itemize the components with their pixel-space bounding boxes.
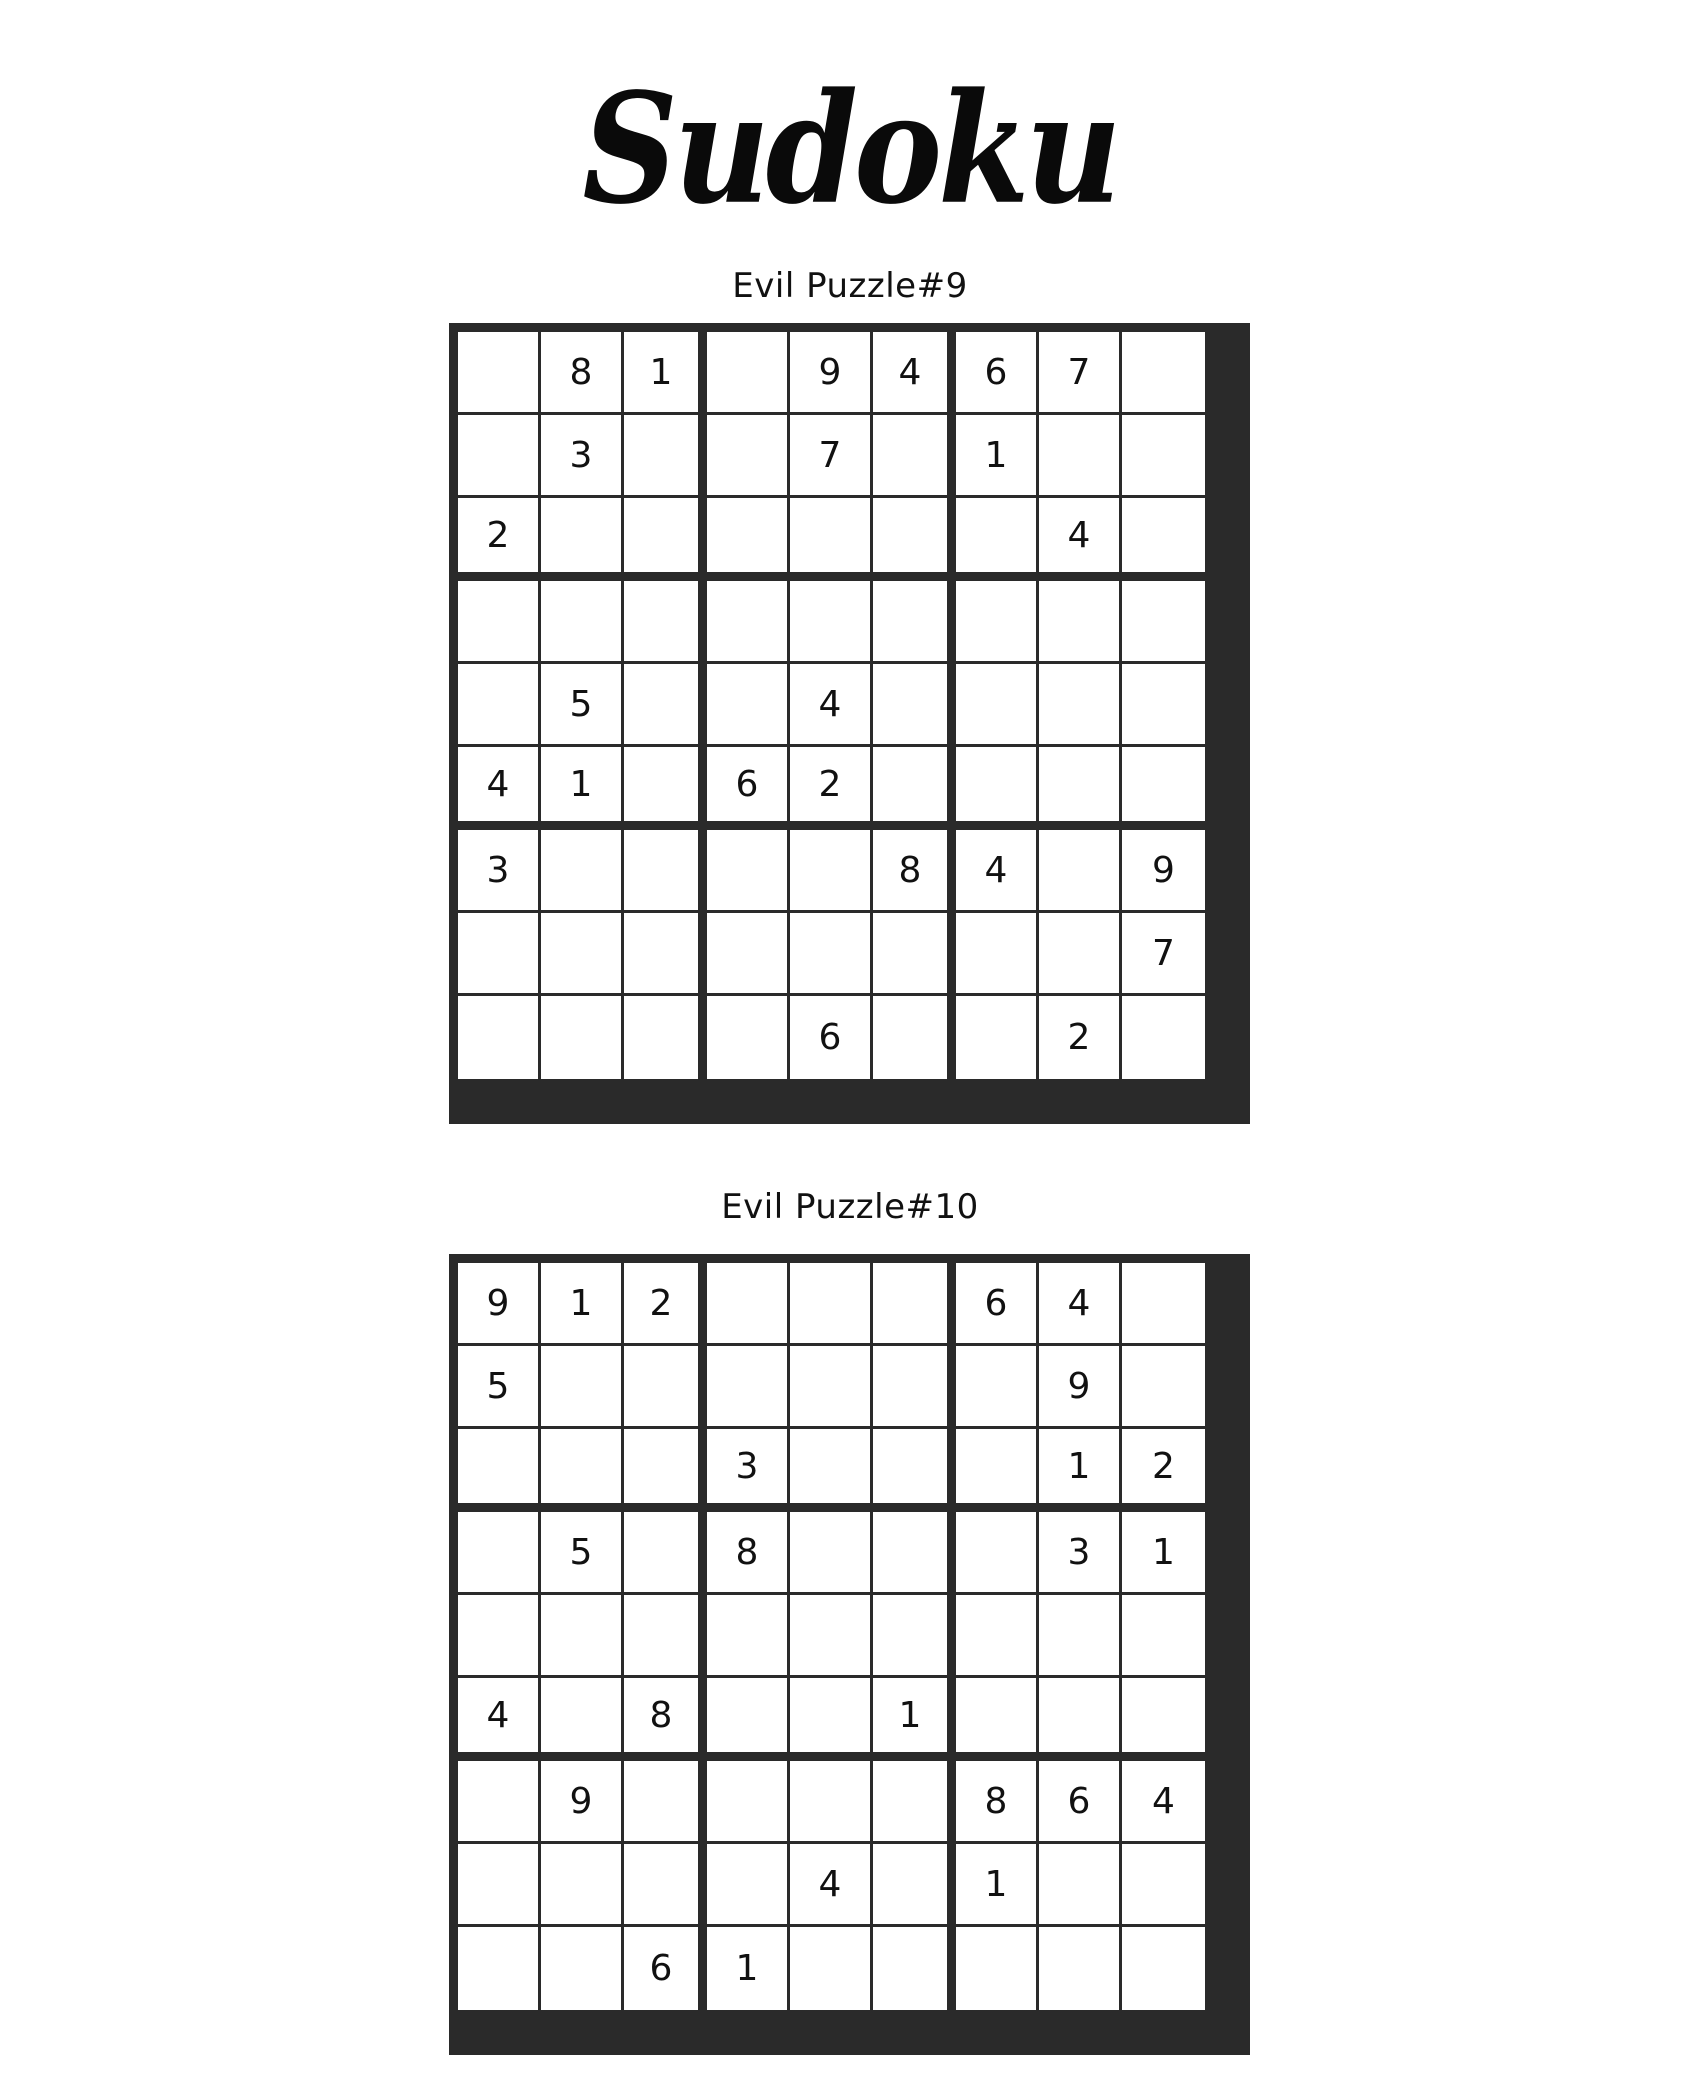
sudoku-cell-r4-c9[interactable]: 1 <box>1122 1512 1205 1592</box>
sudoku-cell-r9-c1[interactable] <box>458 1927 538 2010</box>
sudoku-cell-r8-c5[interactable] <box>790 913 870 993</box>
sudoku-cell-r2-c4[interactable] <box>707 1346 787 1426</box>
sudoku-cell-r4-c6[interactable] <box>873 1512 947 1592</box>
sudoku-cell-r7-c8[interactable]: 6 <box>1039 1761 1119 1841</box>
sudoku-cell-r8-c7[interactable]: 1 <box>956 1844 1036 1924</box>
sudoku-cell-r9-c6[interactable] <box>873 1927 947 2010</box>
sudoku-cell-r8-c5[interactable]: 4 <box>790 1844 870 1924</box>
sudoku-cell-r9-c5[interactable]: 6 <box>790 996 870 1079</box>
sudoku-cell-r5-c6[interactable] <box>873 664 947 744</box>
sudoku-cell-r3-c7[interactable] <box>956 498 1036 572</box>
sudoku-cell-r4-c5[interactable] <box>790 1512 870 1592</box>
sudoku-cell-r3-c9[interactable]: 2 <box>1122 1429 1205 1503</box>
sudoku-cell-r1-c9[interactable] <box>1122 332 1205 412</box>
sudoku-cell-r2-c4[interactable] <box>707 415 787 495</box>
sudoku-cell-r9-c9[interactable] <box>1122 1927 1205 2010</box>
sudoku-cell-r9-c8[interactable] <box>1039 1927 1119 2010</box>
sudoku-cell-r3-c2[interactable] <box>541 498 621 572</box>
sudoku-cell-r8-c3[interactable] <box>624 1844 698 1924</box>
sudoku-cell-r4-c8[interactable]: 3 <box>1039 1512 1119 1592</box>
sudoku-cell-r2-c7[interactable] <box>956 1346 1036 1426</box>
sudoku-cell-r4-c4[interactable]: 8 <box>707 1512 787 1592</box>
puzzle-10-label: Evil Puzzle#10 <box>721 1187 979 1227</box>
sudoku-cell-r4-c3[interactable] <box>624 581 698 661</box>
sudoku-cell-r5-c7[interactable] <box>956 1595 1036 1675</box>
sudoku-cell-r8-c7[interactable] <box>956 913 1036 993</box>
sudoku-cell-r3-c1[interactable] <box>458 1429 538 1503</box>
sudoku-cell-r8-c2[interactable] <box>541 1844 621 1924</box>
sudoku-cell-r4-c2[interactable] <box>541 581 621 661</box>
sudoku-cell-r5-c1[interactable] <box>458 1595 538 1675</box>
sudoku-cell-r1-c5[interactable]: 9 <box>790 332 870 412</box>
sudoku-cell-r7-c9[interactable]: 9 <box>1122 830 1205 910</box>
sudoku-cell-r7-c3[interactable] <box>624 830 698 910</box>
sudoku-cell-r9-c3[interactable]: 6 <box>624 1927 698 2010</box>
sudoku-cell-r4-c4[interactable] <box>707 581 787 661</box>
sudoku-cell-r6-c1[interactable]: 4 <box>458 747 538 821</box>
sudoku-grid-puzzle-10 <box>449 1254 1250 2055</box>
sudoku-cell-r2-c3[interactable] <box>624 1346 698 1426</box>
sudoku-cell-r8-c4[interactable] <box>707 913 787 993</box>
sudoku-cell-r4-c6[interactable] <box>873 581 947 661</box>
sudoku-cell-r5-c9[interactable] <box>1122 664 1205 744</box>
sudoku-cell-r1-c4[interactable] <box>707 332 787 412</box>
sudoku-cell-r8-c6[interactable] <box>873 913 947 993</box>
sudoku-cell-r7-c1[interactable]: 3 <box>458 830 538 910</box>
sudoku-cell-r7-c2[interactable] <box>541 830 621 910</box>
sudoku-cell-r2-c9[interactable] <box>1122 415 1205 495</box>
sudoku-cell-r7-c4[interactable] <box>707 830 787 910</box>
sudoku-cell-r9-c2[interactable] <box>541 996 621 1079</box>
sudoku-cell-r1-c4[interactable] <box>707 1263 787 1343</box>
sudoku-cell-r7-c7[interactable]: 4 <box>956 830 1036 910</box>
sudoku-cell-r1-c1[interactable]: 9 <box>458 1263 538 1343</box>
sudoku-cell-r9-c7[interactable] <box>956 1927 1036 2010</box>
sudoku-cell-r2-c2[interactable] <box>541 1346 621 1426</box>
sudoku-cell-r5-c7[interactable] <box>956 664 1036 744</box>
sudoku-cell-r6-c6[interactable] <box>873 747 947 821</box>
sudoku-cell-r7-c7[interactable]: 8 <box>956 1761 1036 1841</box>
sudoku-cell-r3-c4[interactable]: 3 <box>707 1429 787 1503</box>
sudoku-cell-r5-c6[interactable] <box>873 1595 947 1675</box>
sudoku-cell-r9-c4[interactable] <box>707 996 787 1079</box>
sudoku-cell-r5-c8[interactable] <box>1039 664 1119 744</box>
sudoku-cell-r2-c8[interactable]: 9 <box>1039 1346 1119 1426</box>
sudoku-cell-r7-c6[interactable]: 8 <box>873 830 947 910</box>
sudoku-cell-r1-c7[interactable]: 6 <box>956 1263 1036 1343</box>
sudoku-cell-r5-c3[interactable] <box>624 1595 698 1675</box>
sudoku-cell-r2-c1[interactable] <box>458 415 538 495</box>
sudoku-cell-r7-c6[interactable] <box>873 1761 947 1841</box>
sudoku-cell-r3-c6[interactable] <box>873 1429 947 1503</box>
sudoku-cell-r3-c5[interactable] <box>790 498 870 572</box>
sudoku-cell-r6-c5[interactable] <box>790 1678 870 1752</box>
sudoku-cell-r7-c1[interactable] <box>458 1761 538 1841</box>
sudoku-cell-r4-c5[interactable] <box>790 581 870 661</box>
sudoku-cell-r6-c9[interactable] <box>1122 1678 1205 1752</box>
sudoku-cell-r7-c3[interactable] <box>624 1761 698 1841</box>
sudoku-cell-r1-c9[interactable] <box>1122 1263 1205 1343</box>
sudoku-cell-r5-c1[interactable] <box>458 664 538 744</box>
sudoku-cell-r2-c3[interactable] <box>624 415 698 495</box>
sudoku-cell-r4-c2[interactable]: 5 <box>541 1512 621 1592</box>
sudoku-cell-r8-c3[interactable] <box>624 913 698 993</box>
sudoku-cell-r9-c7[interactable] <box>956 996 1036 1079</box>
sudoku-cell-r7-c4[interactable] <box>707 1761 787 1841</box>
puzzle-9-label: Evil Puzzle#9 <box>732 266 968 306</box>
sudoku-cell-r5-c5[interactable]: 4 <box>790 664 870 744</box>
sudoku-cell-r6-c6[interactable]: 1 <box>873 1678 947 1752</box>
sudoku-cell-r8-c2[interactable] <box>541 913 621 993</box>
sudoku-cell-r2-c5[interactable]: 7 <box>790 415 870 495</box>
sudoku-cell-r8-c9[interactable]: 7 <box>1122 913 1205 993</box>
sudoku-cell-r6-c7[interactable] <box>956 747 1036 821</box>
sudoku-cell-r6-c8[interactable] <box>1039 747 1119 821</box>
sudoku-cell-r8-c9[interactable] <box>1122 1844 1205 1924</box>
sudoku-cell-r4-c1[interactable] <box>458 581 538 661</box>
sudoku-cell-r5-c3[interactable] <box>624 664 698 744</box>
sudoku-cell-r1-c3[interactable]: 2 <box>624 1263 698 1343</box>
sudoku-cell-r9-c4[interactable]: 1 <box>707 1927 787 2010</box>
sudoku-cell-r9-c8[interactable]: 2 <box>1039 996 1119 1079</box>
page-title: Sudoku <box>582 60 1118 239</box>
sudoku-cell-r9-c3[interactable] <box>624 996 698 1079</box>
sudoku-cell-r8-c8[interactable] <box>1039 913 1119 993</box>
sudoku-cell-r1-c6[interactable]: 4 <box>873 332 947 412</box>
sudoku-cell-r2-c7[interactable]: 1 <box>956 415 1036 495</box>
sudoku-cell-r8-c1[interactable] <box>458 1844 538 1924</box>
sudoku-cell-r6-c8[interactable] <box>1039 1678 1119 1752</box>
sudoku-cell-r3-c3[interactable] <box>624 498 698 572</box>
sudoku-cell-r1-c8[interactable]: 4 <box>1039 1263 1119 1343</box>
sudoku-cell-r4-c3[interactable] <box>624 1512 698 1592</box>
sudoku-cell-r9-c9[interactable] <box>1122 996 1205 1079</box>
sudoku-cell-r8-c1[interactable] <box>458 913 538 993</box>
sudoku-cell-r5-c2[interactable] <box>541 1595 621 1675</box>
sudoku-cell-r6-c3[interactable] <box>624 747 698 821</box>
sudoku-cell-r1-c1[interactable] <box>458 332 538 412</box>
sudoku-cell-r7-c5[interactable] <box>790 830 870 910</box>
sudoku-cell-r7-c2[interactable]: 9 <box>541 1761 621 1841</box>
sudoku-cell-r1-c3[interactable]: 1 <box>624 332 698 412</box>
sudoku-cell-r2-c6[interactable] <box>873 415 947 495</box>
sudoku-cell-r5-c2[interactable]: 5 <box>541 664 621 744</box>
sudoku-cell-r3-c2[interactable] <box>541 1429 621 1503</box>
sudoku-cell-r5-c9[interactable] <box>1122 1595 1205 1675</box>
sudoku-cell-r3-c4[interactable] <box>707 498 787 572</box>
sudoku-cell-r2-c8[interactable] <box>1039 415 1119 495</box>
sudoku-cell-r5-c4[interactable] <box>707 1595 787 1675</box>
sudoku-cell-r5-c5[interactable] <box>790 1595 870 1675</box>
sudoku-cell-r3-c1[interactable]: 2 <box>458 498 538 572</box>
sudoku-cell-r3-c9[interactable] <box>1122 498 1205 572</box>
sudoku-cell-r8-c8[interactable] <box>1039 1844 1119 1924</box>
sudoku-cell-r3-c7[interactable] <box>956 1429 1036 1503</box>
sudoku-cell-r2-c9[interactable] <box>1122 1346 1205 1426</box>
sudoku-cell-r6-c4[interactable] <box>707 1678 787 1752</box>
sudoku-cell-r1-c7[interactable]: 6 <box>956 332 1036 412</box>
sudoku-cell-r4-c7[interactable] <box>956 581 1036 661</box>
sudoku-cell-r7-c9[interactable]: 4 <box>1122 1761 1205 1841</box>
sudoku-cell-r6-c3[interactable]: 8 <box>624 1678 698 1752</box>
sudoku-cell-r8-c4[interactable] <box>707 1844 787 1924</box>
sudoku-cell-r6-c7[interactable] <box>956 1678 1036 1752</box>
sudoku-cell-r4-c9[interactable] <box>1122 581 1205 661</box>
sudoku-cell-r4-c7[interactable] <box>956 1512 1036 1592</box>
sudoku-cell-r6-c1[interactable]: 4 <box>458 1678 538 1752</box>
sudoku-cell-r9-c1[interactable] <box>458 996 538 1079</box>
sudoku-cell-r7-c5[interactable] <box>790 1761 870 1841</box>
sudoku-cell-r3-c8[interactable]: 4 <box>1039 498 1119 572</box>
sudoku-cell-r2-c5[interactable] <box>790 1346 870 1426</box>
sudoku-cell-r6-c5[interactable]: 2 <box>790 747 870 821</box>
sudoku-cell-r8-c6[interactable] <box>873 1844 947 1924</box>
sudoku-cell-r9-c5[interactable] <box>790 1927 870 2010</box>
sudoku-grid-puzzle-9 <box>449 323 1250 1124</box>
sudoku-cell-r3-c6[interactable] <box>873 498 947 572</box>
sudoku-cell-r4-c1[interactable] <box>458 1512 538 1592</box>
sudoku-cell-r3-c8[interactable]: 1 <box>1039 1429 1119 1503</box>
sudoku-cell-r2-c1[interactable]: 5 <box>458 1346 538 1426</box>
sudoku-cell-r7-c8[interactable] <box>1039 830 1119 910</box>
sudoku-cell-r2-c6[interactable] <box>873 1346 947 1426</box>
sudoku-cell-r6-c2[interactable]: 1 <box>541 747 621 821</box>
sudoku-cell-r3-c3[interactable] <box>624 1429 698 1503</box>
sudoku-cell-r6-c4[interactable]: 6 <box>707 747 787 821</box>
sudoku-cell-r4-c8[interactable] <box>1039 581 1119 661</box>
sudoku-cell-r5-c4[interactable] <box>707 664 787 744</box>
sudoku-cell-r1-c2[interactable]: 8 <box>541 332 621 412</box>
sudoku-cell-r9-c2[interactable] <box>541 1927 621 2010</box>
sudoku-cell-r1-c6[interactable] <box>873 1263 947 1343</box>
sudoku-cell-r1-c5[interactable] <box>790 1263 870 1343</box>
sudoku-cell-r1-c8[interactable]: 7 <box>1039 332 1119 412</box>
sudoku-cell-r3-c5[interactable] <box>790 1429 870 1503</box>
sudoku-cell-r5-c8[interactable] <box>1039 1595 1119 1675</box>
sudoku-cell-r1-c2[interactable]: 1 <box>541 1263 621 1343</box>
sudoku-cell-r6-c2[interactable] <box>541 1678 621 1752</box>
sudoku-cell-r2-c2[interactable]: 3 <box>541 415 621 495</box>
sudoku-cell-r6-c9[interactable] <box>1122 747 1205 821</box>
sudoku-cell-r9-c6[interactable] <box>873 996 947 1079</box>
